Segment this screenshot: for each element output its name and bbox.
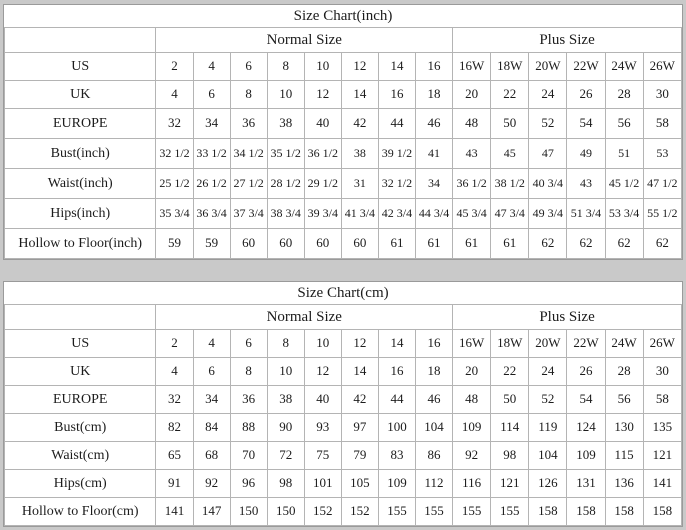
cell: 46 — [416, 109, 453, 139]
cell: 84 — [193, 414, 230, 442]
row-label: Hollow to Floor(inch) — [5, 229, 156, 259]
group-corner-cell — [5, 28, 156, 53]
cell: 90 — [267, 414, 304, 442]
cell: 98 — [267, 470, 304, 498]
cell: 20W — [529, 330, 567, 358]
cell: 16 — [416, 330, 453, 358]
cell: 20 — [453, 81, 491, 109]
cell: 14 — [378, 53, 415, 81]
cell: 141 — [156, 498, 193, 526]
cell: 109 — [378, 470, 415, 498]
cell: 26W — [643, 53, 681, 81]
cell: 4 — [156, 81, 193, 109]
cell: 47 1/2 — [643, 169, 681, 199]
cell: 37 3/4 — [230, 199, 267, 229]
cell: 28 — [605, 81, 643, 109]
cell: 116 — [453, 470, 491, 498]
cell: 34 — [193, 109, 230, 139]
cell: 24 — [529, 81, 567, 109]
cell: 97 — [341, 414, 378, 442]
table-row — [5, 358, 682, 386]
cell: 36 — [230, 109, 267, 139]
cell: 119 — [529, 414, 567, 442]
row-label: Waist(cm) — [5, 442, 156, 470]
cell: 60 — [230, 229, 267, 259]
cell: 121 — [643, 442, 681, 470]
cell: 155 — [453, 498, 491, 526]
cell: 61 — [491, 229, 529, 259]
row-label: Hollow to Floor(cm) — [5, 498, 156, 526]
cell: 158 — [605, 498, 643, 526]
group-header-row — [5, 28, 682, 53]
cell: 58 — [643, 386, 681, 414]
table-row — [5, 81, 682, 109]
cell: 135 — [643, 414, 681, 442]
cell: 100 — [378, 414, 415, 442]
cell: 30 — [643, 358, 681, 386]
chart-title: Size Chart(cm) — [5, 282, 682, 305]
cell: 34 — [416, 169, 453, 199]
cell: 12 — [304, 358, 341, 386]
cell: 44 — [378, 386, 415, 414]
cell: 109 — [453, 414, 491, 442]
cell: 46 — [416, 386, 453, 414]
cell: 16 — [378, 358, 415, 386]
cell: 88 — [230, 414, 267, 442]
cell: 158 — [529, 498, 567, 526]
cell: 24W — [605, 330, 643, 358]
cell: 47 — [529, 139, 567, 169]
cell: 16 — [416, 53, 453, 81]
cell: 42 — [341, 386, 378, 414]
cell: 61 — [416, 229, 453, 259]
cell: 45 — [491, 139, 529, 169]
cell: 61 — [453, 229, 491, 259]
cell: 36 1/2 — [453, 169, 491, 199]
cell: 38 — [267, 109, 304, 139]
cell: 130 — [605, 414, 643, 442]
cell: 62 — [567, 229, 605, 259]
size-chart-cm-table — [4, 282, 682, 526]
cell: 27 1/2 — [230, 169, 267, 199]
cell: 55 1/2 — [643, 199, 681, 229]
group-normal-size: Normal Size — [156, 305, 453, 330]
cell: 47 3/4 — [491, 199, 529, 229]
cell: 114 — [491, 414, 529, 442]
cell: 12 — [341, 53, 378, 81]
cell: 38 — [267, 386, 304, 414]
cell: 75 — [304, 442, 341, 470]
cell: 42 3/4 — [378, 199, 415, 229]
cell: 92 — [193, 470, 230, 498]
group-normal-size: Normal Size — [156, 28, 453, 53]
cell: 59 — [156, 229, 193, 259]
cell: 38 3/4 — [267, 199, 304, 229]
cell: 126 — [529, 470, 567, 498]
cell: 112 — [416, 470, 453, 498]
cell: 131 — [567, 470, 605, 498]
cell: 40 — [304, 386, 341, 414]
cell: 14 — [341, 81, 378, 109]
cell: 44 — [378, 109, 415, 139]
cell: 24W — [605, 53, 643, 81]
cell: 147 — [193, 498, 230, 526]
cell: 26 1/2 — [193, 169, 230, 199]
cell: 44 3/4 — [416, 199, 453, 229]
cell: 43 — [567, 169, 605, 199]
cell: 33 1/2 — [193, 139, 230, 169]
cell: 28 1/2 — [267, 169, 304, 199]
cell: 25 1/2 — [156, 169, 193, 199]
cell: 150 — [230, 498, 267, 526]
cell: 2 — [156, 330, 193, 358]
table-row — [5, 199, 682, 229]
cell: 20W — [529, 53, 567, 81]
cell: 22W — [567, 53, 605, 81]
table-row — [5, 169, 682, 199]
cell: 86 — [416, 442, 453, 470]
cell: 115 — [605, 442, 643, 470]
cell: 68 — [193, 442, 230, 470]
cell: 58 — [643, 109, 681, 139]
chart-title: Size Chart(inch) — [5, 5, 682, 28]
table-row — [5, 229, 682, 259]
cell: 40 — [304, 109, 341, 139]
cell: 41 3/4 — [341, 199, 378, 229]
cell: 22W — [567, 330, 605, 358]
cell: 70 — [230, 442, 267, 470]
cell: 136 — [605, 470, 643, 498]
cell: 61 — [378, 229, 415, 259]
cell: 8 — [267, 330, 304, 358]
cell: 14 — [341, 358, 378, 386]
cell: 155 — [416, 498, 453, 526]
cell: 104 — [529, 442, 567, 470]
cell: 83 — [378, 442, 415, 470]
group-plus-size: Plus Size — [453, 28, 682, 53]
cell: 29 1/2 — [304, 169, 341, 199]
cell: 56 — [605, 386, 643, 414]
cell: 98 — [491, 442, 529, 470]
cell: 10 — [267, 358, 304, 386]
cell: 26 — [567, 81, 605, 109]
cell: 10 — [304, 330, 341, 358]
cell: 41 — [416, 139, 453, 169]
table-row — [5, 498, 682, 526]
cell: 31 — [341, 169, 378, 199]
cell: 51 3/4 — [567, 199, 605, 229]
cell: 30 — [643, 81, 681, 109]
cell: 32 — [156, 109, 193, 139]
cell: 43 — [453, 139, 491, 169]
cell: 16W — [453, 330, 491, 358]
cell: 16W — [453, 53, 491, 81]
row-label: EUROPE — [5, 386, 156, 414]
cell: 10 — [267, 81, 304, 109]
cell: 92 — [453, 442, 491, 470]
chart-title-row — [5, 282, 682, 305]
row-label: US — [5, 53, 156, 81]
cell: 62 — [529, 229, 567, 259]
cell: 8 — [267, 53, 304, 81]
cell: 96 — [230, 470, 267, 498]
cell: 93 — [304, 414, 341, 442]
cell: 60 — [267, 229, 304, 259]
row-label: Hips(cm) — [5, 470, 156, 498]
cell: 150 — [267, 498, 304, 526]
cell: 158 — [643, 498, 681, 526]
table-row — [5, 53, 682, 81]
cell: 39 3/4 — [304, 199, 341, 229]
cell: 62 — [605, 229, 643, 259]
cell: 62 — [643, 229, 681, 259]
cell: 104 — [416, 414, 453, 442]
cell: 48 — [453, 386, 491, 414]
row-label: UK — [5, 81, 156, 109]
cell: 53 3/4 — [605, 199, 643, 229]
cell: 12 — [304, 81, 341, 109]
cell: 32 1/2 — [156, 139, 193, 169]
cell: 49 3/4 — [529, 199, 567, 229]
cell: 6 — [230, 330, 267, 358]
row-label: US — [5, 330, 156, 358]
cell: 4 — [193, 330, 230, 358]
cell: 82 — [156, 414, 193, 442]
cell: 101 — [304, 470, 341, 498]
cell: 51 — [605, 139, 643, 169]
row-label: UK — [5, 358, 156, 386]
cell: 28 — [605, 358, 643, 386]
cell: 8 — [230, 358, 267, 386]
cell: 12 — [341, 330, 378, 358]
cell: 54 — [567, 109, 605, 139]
row-label: Waist(inch) — [5, 169, 156, 199]
cell: 38 — [341, 139, 378, 169]
cell: 6 — [193, 81, 230, 109]
cell: 32 1/2 — [378, 169, 415, 199]
cell: 36 3/4 — [193, 199, 230, 229]
cell: 2 — [156, 53, 193, 81]
cell: 4 — [193, 53, 230, 81]
cell: 24 — [529, 358, 567, 386]
table-row — [5, 442, 682, 470]
cell: 38 1/2 — [491, 169, 529, 199]
cell: 26W — [643, 330, 681, 358]
cell: 141 — [643, 470, 681, 498]
cell: 34 — [193, 386, 230, 414]
cell: 14 — [378, 330, 415, 358]
size-chart-inch-table — [4, 5, 682, 259]
cell: 42 — [341, 109, 378, 139]
cell: 8 — [230, 81, 267, 109]
cell: 18W — [491, 53, 529, 81]
cell: 59 — [193, 229, 230, 259]
table-row — [5, 109, 682, 139]
cell: 50 — [491, 109, 529, 139]
cell: 18 — [416, 358, 453, 386]
cell: 91 — [156, 470, 193, 498]
table-row — [5, 414, 682, 442]
cell: 158 — [567, 498, 605, 526]
row-label: Bust(inch) — [5, 139, 156, 169]
cell: 60 — [304, 229, 341, 259]
cell: 152 — [341, 498, 378, 526]
row-label: EUROPE — [5, 109, 156, 139]
cell: 34 1/2 — [230, 139, 267, 169]
cell: 26 — [567, 358, 605, 386]
table-row — [5, 330, 682, 358]
row-label: Hips(inch) — [5, 199, 156, 229]
cell: 35 3/4 — [156, 199, 193, 229]
cell: 65 — [156, 442, 193, 470]
table-row — [5, 386, 682, 414]
cell: 40 3/4 — [529, 169, 567, 199]
cell: 6 — [193, 358, 230, 386]
group-plus-size: Plus Size — [453, 305, 682, 330]
cell: 48 — [453, 109, 491, 139]
cell: 79 — [341, 442, 378, 470]
table-row — [5, 139, 682, 169]
cell: 124 — [567, 414, 605, 442]
cell: 18W — [491, 330, 529, 358]
cell: 4 — [156, 358, 193, 386]
cell: 155 — [378, 498, 415, 526]
cell: 105 — [341, 470, 378, 498]
size-chart-cm — [3, 281, 683, 527]
cell: 6 — [230, 53, 267, 81]
cell: 60 — [341, 229, 378, 259]
cell: 72 — [267, 442, 304, 470]
size-chart-inch — [3, 4, 683, 260]
row-label: Bust(cm) — [5, 414, 156, 442]
cell: 32 — [156, 386, 193, 414]
cell: 16 — [378, 81, 415, 109]
cell: 22 — [491, 358, 529, 386]
cell: 155 — [491, 498, 529, 526]
cell: 52 — [529, 386, 567, 414]
cell: 36 — [230, 386, 267, 414]
table-row — [5, 470, 682, 498]
cell: 45 3/4 — [453, 199, 491, 229]
cell: 49 — [567, 139, 605, 169]
cell: 50 — [491, 386, 529, 414]
cell: 53 — [643, 139, 681, 169]
cell: 20 — [453, 358, 491, 386]
cell: 152 — [304, 498, 341, 526]
cell: 109 — [567, 442, 605, 470]
cell: 56 — [605, 109, 643, 139]
cell: 36 1/2 — [304, 139, 341, 169]
cell: 121 — [491, 470, 529, 498]
cell: 35 1/2 — [267, 139, 304, 169]
group-corner-cell — [5, 305, 156, 330]
group-header-row — [5, 305, 682, 330]
chart-title-row — [5, 5, 682, 28]
cell: 10 — [304, 53, 341, 81]
cell: 45 1/2 — [605, 169, 643, 199]
cell: 52 — [529, 109, 567, 139]
cell: 54 — [567, 386, 605, 414]
cell: 18 — [416, 81, 453, 109]
cell: 22 — [491, 81, 529, 109]
cell: 39 1/2 — [378, 139, 415, 169]
